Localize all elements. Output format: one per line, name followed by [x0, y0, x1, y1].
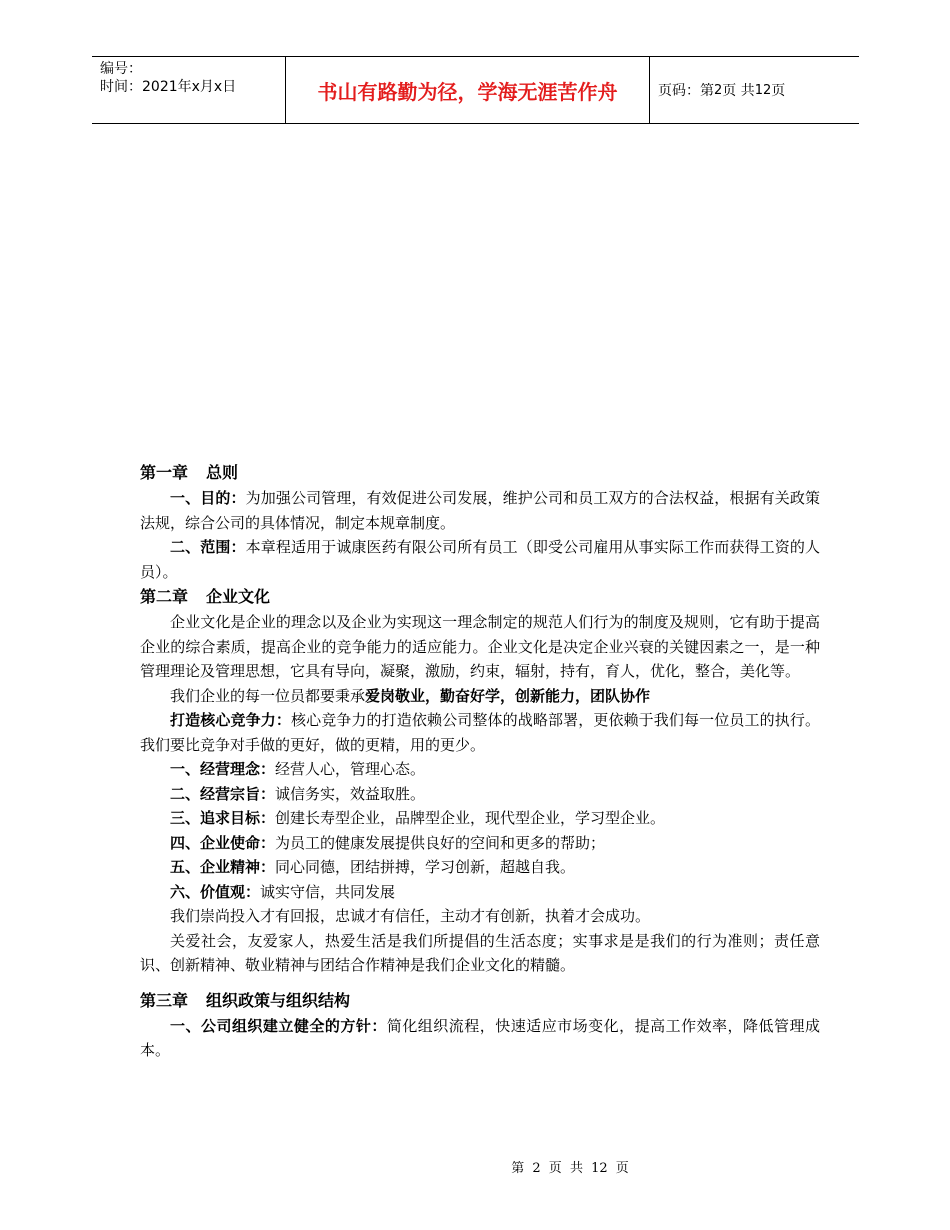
document-body	[140, 460, 820, 1063]
header-meta	[92, 57, 286, 123]
ch1-scope-paragraph: 二、范围：本章程适用于诚康医药有限公司所有员工（即受公司雇用从事实际工作而获得工资的人员）。	[140, 538, 820, 581]
chapter-3-title: 第三章 组织政策与组织结构	[140, 990, 351, 1010]
ch2-belief-paragraph: 我们崇尚投入才有回报，忠诚才有信任，主动才有创新，执着才会成功。	[170, 907, 651, 925]
page-footer: 第 2 页 共 12 页	[511, 1161, 629, 1176]
header-page-total: 12	[754, 82, 772, 98]
ch2-item: 一、经营理念：经营人心，管理心态。	[170, 760, 426, 778]
ch2-item: 四、企业使命：为员工的健康发展提供良好的空间和更多的帮助；	[170, 833, 606, 852]
ch3-policy-paragraph: 一、公司组织建立健全的方针：简化组织流程，快速适应市场变化，提高工作效率，降低管理成本。	[140, 1016, 820, 1059]
footer-page-total: 12	[591, 1161, 608, 1176]
header-page-current: 2	[714, 82, 723, 98]
ch2-item: 六、价值观：诚实守信，共同发展	[170, 882, 396, 901]
header-page-indicator: 页码：第 2 页 共 12 页	[658, 82, 786, 99]
ch2-item: 五、企业精神：同心同德，团结拼搏，学习创新，超越自我。	[170, 858, 576, 876]
chapter-2-title: 第二章 企业文化	[140, 587, 271, 606]
footer-page-current: 2	[532, 1161, 541, 1176]
ch2-care-paragraph: 关爱社会，友爱家人，热爱生活是我们所提倡的生活态度；实事求是是我们的行为准则；责任意识、创新精神、敬业精神与团结合作精神是我们企业文化的精髓。	[140, 931, 820, 974]
ch2-item: 三、追求目标：创建长寿型企业，品牌型企业，现代型企业，学习型企业。	[170, 809, 666, 827]
header-motto: 书山有路勤为径，学海无涯苦作舟	[286, 57, 650, 123]
ch2-intro-paragraph: 企业文化是企业的理念以及企业为实现这一理念制定的规范人们行为的制度及规则，它有助于提高企业的综合素质，提高企业的竞争能力的适应能力。企业文化是决定企业兴衰的关键因素之一，是一种管理理论及管理思想，它具有导向，凝聚，激励，约束，辐射，持有，育人，优化，整合，美化等。	[140, 613, 820, 680]
number-label: 编号：	[100, 61, 142, 77]
ch2-core-competence-paragraph: 打造核心竞争力：核心竞争力的打造依赖公司整体的战略部署，更依赖于我们每一位员工的执行。我们要比竞争对手做的更好，做的更精，用的更少。	[140, 711, 820, 754]
ch1-purpose-paragraph: 一、目的：为加强公司管理，有效促进公司发展，维护公司和员工双方的合法权益，根据有关政策法规，综合公司的具体情况，制定本规章制度。	[140, 489, 820, 532]
time-label: 时间：2021年x月x日	[100, 79, 237, 95]
ch2-item: 二、经营宗旨：诚信务实，效益取胜。	[170, 784, 426, 803]
page-header	[92, 56, 859, 124]
ch2-inherit-paragraph: 我们企业的每一位员都要秉承爱岗敬业，勤奋好学，创新能力，团队协作	[170, 686, 651, 705]
chapter-1-title: 第一章 总则	[140, 463, 239, 482]
